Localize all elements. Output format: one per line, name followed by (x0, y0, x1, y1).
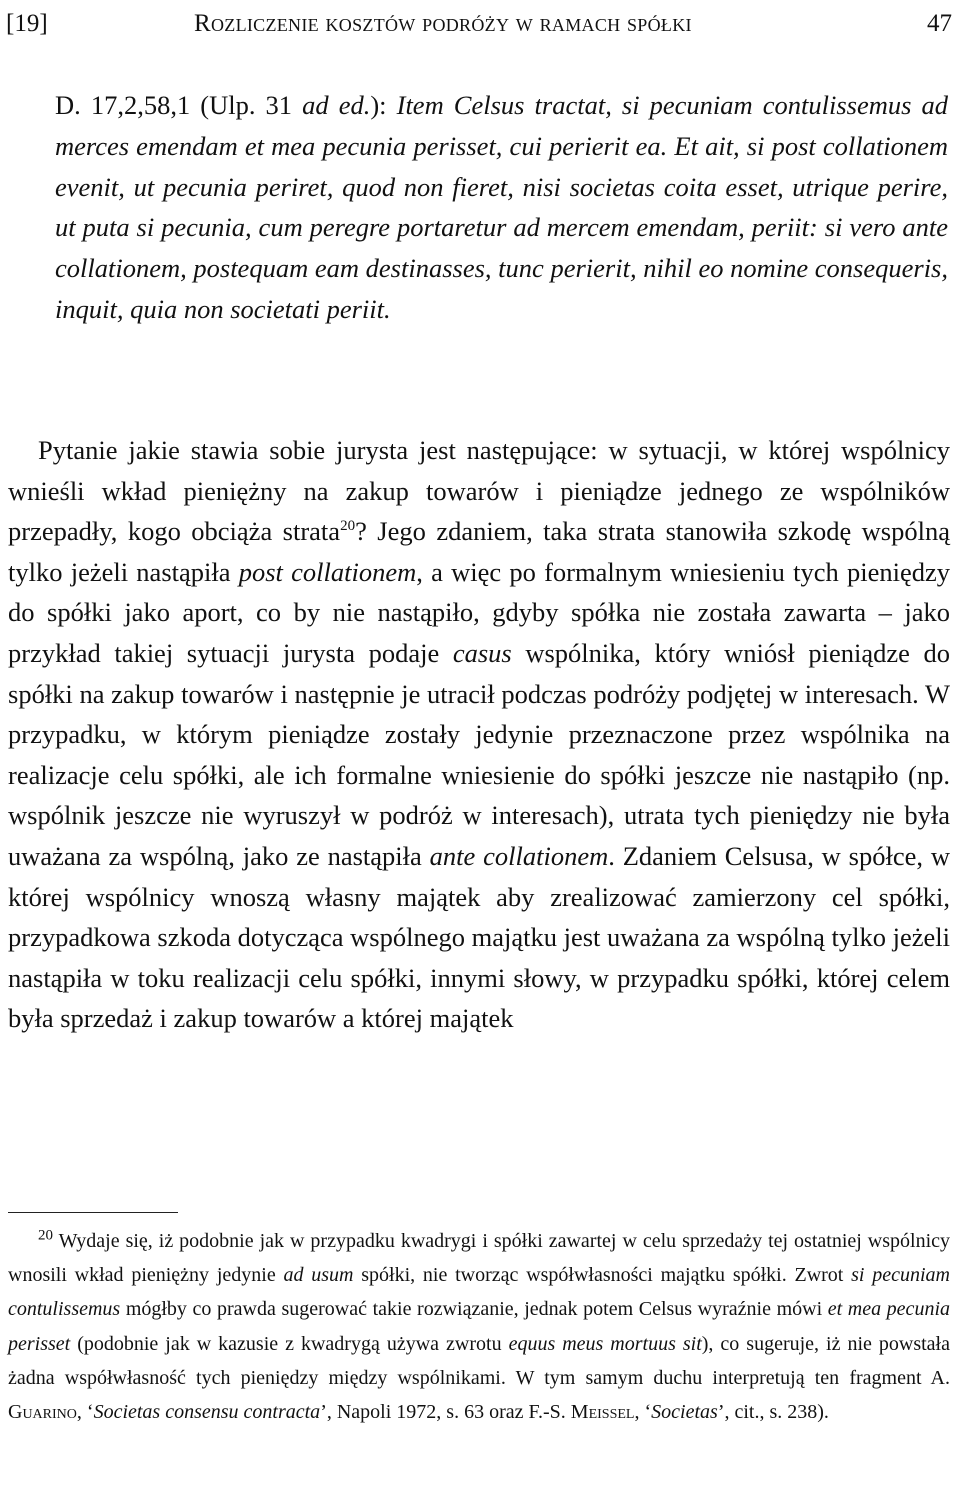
footnote-text-7: ’, Napoli 1972, s. 63 oraz F.-S. (320, 1401, 571, 1424)
footnote-italic-5: Societas consensu contracta (93, 1401, 321, 1424)
footnote (8, 1224, 950, 1429)
footnote-text-3: mógłby co prawda sugerować takie rozwiązanie, jednak potem Celsus wyraźnie mówi (120, 1298, 828, 1321)
main-italic-3: ante collationem (429, 840, 609, 871)
main-paragraph (8, 430, 950, 1039)
digest-reference-close: ): (370, 90, 397, 120)
main-text-2: ? Jego zdaniem, taka strata stanowiła szkodę wspólną tylko jeżeli nastąpiła (8, 516, 950, 587)
footnote-marker: 20 (38, 1227, 53, 1244)
quotation-text: Item Celsus tractat, si pecuniam contulissemus ad merces emendam et mea pecunia perisset, cui perierit ea. Et ait, si post collationem evenit, ut pecunia periret, quod non fieret, nisi societas coita esset, utrique perire, ut puta si pecunia, cum peregre portaretur ad mercem emendam, periit: si vero ante collationem, postequam eam destinasses, tunc perierit, nihil eo nomine consequeris, inquit, quia non societati periit. (55, 90, 949, 324)
footnote-text-2: spółki, nie tworząc współwłasności majątku spółki. Zwrot (353, 1264, 852, 1287)
main-text-5: . Zdaniem Celsusa, w spółce, w której wspólnicy wnoszą własny majątek aby zrealizować zamierzony cel spółki, przypadkowa szkoda dotycząca wspólnego majątku jest uważana za wspólną tylko jeżeli nastąpiła w toku realizacji celu spółki, innymi słowy, w przypadku spółki, której celem była sprzedaż i zakup towarów a której majątek (8, 840, 950, 1034)
digest-quotation (55, 85, 948, 330)
main-text-3: , a więc po formalnym wniesieniu tych pieniędzy do spółki jako aport, co by nie nastąpiło, gdyby spółka nie została zawarta – jako przykład takiej sytuacji jurysta podaje (8, 556, 950, 668)
footnote-text-8: , ‘ (634, 1401, 652, 1424)
author-guarino: Guarino (8, 1401, 77, 1424)
footnote-italic-6: Societas (651, 1401, 718, 1424)
page-header (6, 6, 952, 42)
footnote-italic-3: et mea pecunia perisset (8, 1298, 950, 1355)
footnote-italic-1: ad usum (283, 1264, 354, 1287)
footnote-italic-4: equus meus mortuus sit (508, 1332, 702, 1355)
page-number: 47 (927, 10, 952, 37)
main-italic-2: casus (452, 637, 512, 668)
footnote-text-9: ’, cit., s. 238). (717, 1401, 829, 1424)
footnote-text-5: ), co sugeruje, iż nie powstała żadna współwłasność tych pieniędzy między wspólnikami. W tym samym duchu interpretują ten fragment A. (8, 1332, 950, 1389)
main-text-4: wspólnika, który wniósł pieniądze do spółki na zakup towarów i następnie je utracił podczas podróży podjętej w interesach. W przypadku, w którym pieniądze zostały jedynie przeznaczone przez wspólnika na realizacje celu spółki, ale ich formalne wniesienie do spółki jeszcze nie nastąpiło (np. wspólnik jeszcze nie wyruszył w podróż w interesach), utrata tych pieniędzy nie była uważana za wspólną, jako ze nastąpiła (8, 637, 951, 871)
main-italic-1: post collationem (238, 556, 417, 587)
running-title: Rozliczenie kosztów podróży w ramach spółki (194, 10, 692, 37)
digest-reference: D. 17,2,58,1 (Ulp. 31 (55, 90, 303, 120)
digest-reference-italic: ad ed. (302, 90, 371, 120)
footnote-separator (8, 1212, 178, 1213)
footnote-text-1: Wydaje się, iż podobnie jak w przypadku kwadrygi i spółki zawartej w celu sprzedaży tej ostatniej wspólnicy wnosili wkład pieniężny jedynie (8, 1230, 950, 1287)
footnote-italic-2: si pecuniam contulissemus (8, 1264, 951, 1321)
author-meissel: Meissel (570, 1401, 635, 1424)
footnote-reference[interactable]: 20 (340, 518, 356, 535)
footnote-text-6: , ‘ (76, 1401, 94, 1424)
main-text-1: Pytanie jakie stawia sobie jurysta jest następujące: w sytuacji, w której wspólnicy wnieśli wkład pieniężny na zakup towarów i pieniądze jednego ze wspólników przepadły, kogo obciąża strata (8, 435, 950, 547)
section-number: [19] (6, 10, 48, 37)
footnote-text-4: (podobnie jak w kazusie z kwadrygą używa zwrotu (70, 1332, 509, 1355)
